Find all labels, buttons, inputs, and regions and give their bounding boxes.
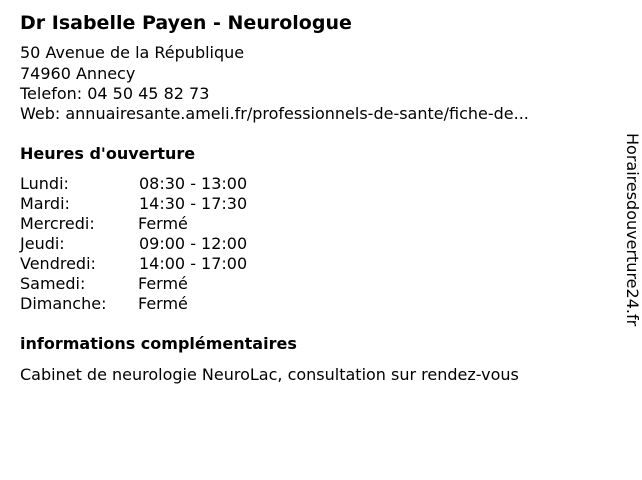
phone-number[interactable]: Telefon: 04 50 45 82 73: [20, 84, 210, 103]
day-hours: 09:00 - 12:00: [139, 234, 248, 253]
day-label: Lundi:: [20, 174, 69, 193]
day-label: Mardi:: [20, 194, 70, 213]
additional-info-heading: informations complémentaires: [20, 334, 297, 353]
hours-row-thursday: [20, 234, 320, 254]
day-label: Jeudi:: [20, 234, 65, 253]
day-hours: Fermé: [138, 294, 188, 313]
website-link[interactable]: Web: annuairesante.ameli.fr/professionnels-de-sante/fiche-de...: [20, 104, 529, 123]
day-hours: 14:30 - 17:30: [139, 194, 248, 213]
hours-row-wednesday: [20, 214, 320, 234]
hours-row-tuesday: [20, 194, 320, 214]
address-city: 74960 Annecy: [20, 64, 136, 83]
page-title: Dr Isabelle Payen - Neurologue: [20, 12, 352, 34]
day-hours: Fermé: [138, 274, 188, 293]
day-label: Dimanche:: [20, 294, 107, 313]
opening-hours-heading: Heures d'ouverture: [20, 144, 196, 163]
additional-info-text: Cabinet de neurologie NeuroLac, consultation sur rendez-vous: [20, 365, 519, 384]
hours-row-friday: [20, 254, 320, 274]
hours-row-saturday: [20, 274, 320, 294]
day-label: Samedi:: [20, 274, 86, 293]
day-label: Mercredi:: [20, 214, 95, 233]
address-street: 50 Avenue de la République: [20, 43, 245, 62]
site-watermark: Horairesdouverture24.fr: [623, 133, 642, 327]
day-label: Vendredi:: [20, 254, 96, 273]
hours-row-sunday: [20, 294, 320, 314]
day-hours: 14:00 - 17:00: [139, 254, 248, 273]
day-hours: Fermé: [138, 214, 188, 233]
hours-row-monday: [20, 174, 320, 194]
opening-hours-table: [20, 174, 320, 314]
day-hours: 08:30 - 13:00: [139, 174, 248, 193]
